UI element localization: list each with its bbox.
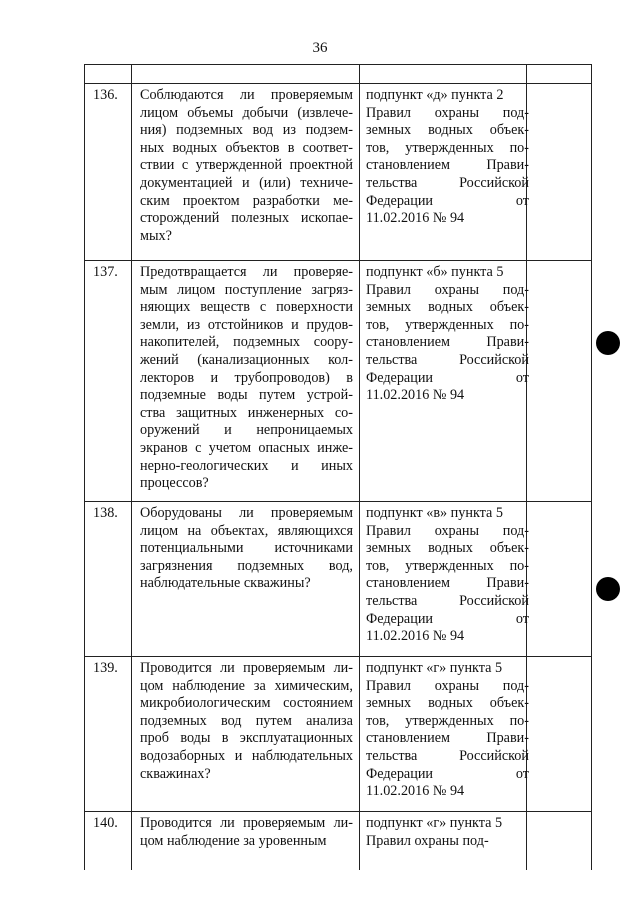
question-line: лицом на объектах, являющихся bbox=[140, 522, 353, 539]
reference-line: тельства Российской bbox=[366, 747, 529, 764]
reference-line: подпункт «г» пункта 5 bbox=[366, 815, 503, 831]
reference-line: Правил охраны под- bbox=[366, 522, 529, 539]
column-separator-question bbox=[359, 65, 360, 870]
reference-line: становлением Прави- bbox=[366, 334, 529, 351]
question-line: ствии с утвержденной проектной bbox=[140, 157, 353, 174]
row-separator bbox=[85, 811, 591, 812]
reference-line: земных водных объек- bbox=[366, 540, 529, 557]
row-number: 136. bbox=[93, 87, 118, 103]
reference-line: 11.02.2016 № 94 bbox=[366, 783, 465, 800]
question-line: микробиологическим состоянием bbox=[140, 695, 353, 712]
question-line: ных водных объектов в соответ- bbox=[140, 139, 353, 156]
row-number: 137. bbox=[93, 264, 118, 280]
reference-line: тов, утвержденных по- bbox=[366, 316, 529, 333]
punch-hole-mark bbox=[596, 577, 620, 601]
reference-line: тов, утвержденных по- bbox=[366, 712, 529, 729]
row-separator bbox=[85, 501, 591, 502]
question-line: скважинах? bbox=[140, 765, 211, 782]
question-line: наблюдательные скважины? bbox=[140, 575, 311, 592]
question-text bbox=[140, 264, 353, 493]
question-line: документацией и (или) техниче- bbox=[140, 174, 353, 191]
reference-line: 11.02.2016 № 94 bbox=[366, 210, 465, 227]
reference-line: Правил охраны под- bbox=[366, 832, 489, 849]
question-line: потенциальными источниками bbox=[140, 540, 353, 557]
legal-reference-text bbox=[366, 815, 529, 850]
question-line: земли, из отстойников и прудов- bbox=[140, 316, 353, 333]
question-line: Предотвращается ли проверяе- bbox=[140, 264, 353, 280]
reference-line: тов, утвержденных по- bbox=[366, 557, 529, 574]
reference-line: земных водных объек- bbox=[366, 695, 529, 712]
question-line: загрязнения подземных вод, bbox=[140, 557, 353, 574]
reference-line: Правил охраны под- bbox=[366, 677, 529, 694]
reference-line: подпункт «в» пункта 5 bbox=[366, 505, 503, 521]
page-number: 36 bbox=[312, 40, 328, 56]
row-separator bbox=[85, 656, 591, 657]
header-row-separator bbox=[85, 83, 591, 84]
question-line: Проводится ли проверяемым ли- bbox=[140, 815, 353, 831]
question-line: Проводится ли проверяемым ли- bbox=[140, 660, 353, 676]
question-line: водозаборных и наблюдательных bbox=[140, 747, 353, 764]
legal-reference-text bbox=[366, 505, 529, 646]
question-line: мым лицом поступление загряз- bbox=[140, 281, 353, 298]
row-separator bbox=[85, 260, 591, 261]
question-line: подземные воды путем устрой- bbox=[140, 387, 353, 404]
question-line: процессов? bbox=[140, 475, 209, 492]
reference-line: Правил охраны под- bbox=[366, 281, 529, 298]
row-number: 140. bbox=[93, 815, 118, 831]
row-number: 139. bbox=[93, 660, 118, 676]
reference-line: подпункт «б» пункта 5 bbox=[366, 264, 504, 280]
question-line: лицом объемы добычи (извлече- bbox=[140, 104, 353, 121]
reference-line: становлением Прави- bbox=[366, 730, 529, 747]
reference-line: тов, утвержденных по- bbox=[366, 139, 529, 156]
question-line: мых? bbox=[140, 227, 172, 244]
reference-line: земных водных объек- bbox=[366, 122, 529, 139]
reference-line: Правил охраны под- bbox=[366, 104, 529, 121]
question-line: Оборудованы ли проверяемым bbox=[140, 505, 353, 521]
question-line: ния) подземных вод из подзем- bbox=[140, 122, 353, 139]
question-line: цом наблюдение за химическим, bbox=[140, 677, 353, 694]
question-line: проб воды в эксплуатационных bbox=[140, 730, 353, 747]
reference-line: тельства Российской bbox=[366, 351, 529, 368]
reference-line: становлением Прави- bbox=[366, 157, 529, 174]
question-line: оружений и непроницаемых bbox=[140, 422, 353, 439]
reference-line: подпункт «д» пункта 2 bbox=[366, 87, 504, 103]
reference-line: Федерации от bbox=[366, 765, 529, 782]
question-line: жений (канализационных кол- bbox=[140, 351, 353, 368]
reference-line: тельства Российской bbox=[366, 174, 529, 191]
question-line: няющих веществ с поверхности bbox=[140, 299, 353, 316]
question-line: ским проектом разработки ме- bbox=[140, 192, 353, 209]
reference-line: Федерации от bbox=[366, 610, 529, 627]
question-line: накопителей, подземных соору- bbox=[140, 334, 353, 351]
reference-line: Федерации от bbox=[366, 369, 529, 386]
reference-line: земных водных объек- bbox=[366, 299, 529, 316]
row-number: 138. bbox=[93, 505, 118, 521]
question-text bbox=[140, 815, 353, 850]
checklist-table bbox=[84, 64, 592, 870]
question-line: нерно-геологических и иных bbox=[140, 457, 353, 474]
legal-reference-text bbox=[366, 87, 529, 228]
legal-reference-text bbox=[366, 660, 529, 801]
reference-line: Федерации от bbox=[366, 192, 529, 209]
reference-line: тельства Российской bbox=[366, 592, 529, 609]
question-text bbox=[140, 87, 353, 245]
question-text bbox=[140, 660, 353, 783]
question-line: экранов с учетом опасных инже- bbox=[140, 439, 353, 456]
column-separator-number bbox=[131, 65, 132, 870]
question-text bbox=[140, 505, 353, 593]
question-line: цом наблюдение за уровенным bbox=[140, 832, 327, 849]
question-line: сторождений полезных ископае- bbox=[140, 210, 353, 227]
reference-line: 11.02.2016 № 94 bbox=[366, 628, 465, 645]
legal-reference-text bbox=[366, 264, 529, 405]
reference-line: подпункт «г» пункта 5 bbox=[366, 660, 503, 676]
question-line: Соблюдаются ли проверяемым bbox=[140, 87, 353, 103]
question-line: лекторов и трубопроводов) в bbox=[140, 369, 353, 386]
question-line: подземных вод путем анализа bbox=[140, 712, 353, 729]
reference-line: 11.02.2016 № 94 bbox=[366, 387, 465, 404]
reference-line: становлением Прави- bbox=[366, 575, 529, 592]
question-line: ства защитных инженерных со- bbox=[140, 404, 353, 421]
punch-hole-mark bbox=[596, 331, 620, 355]
